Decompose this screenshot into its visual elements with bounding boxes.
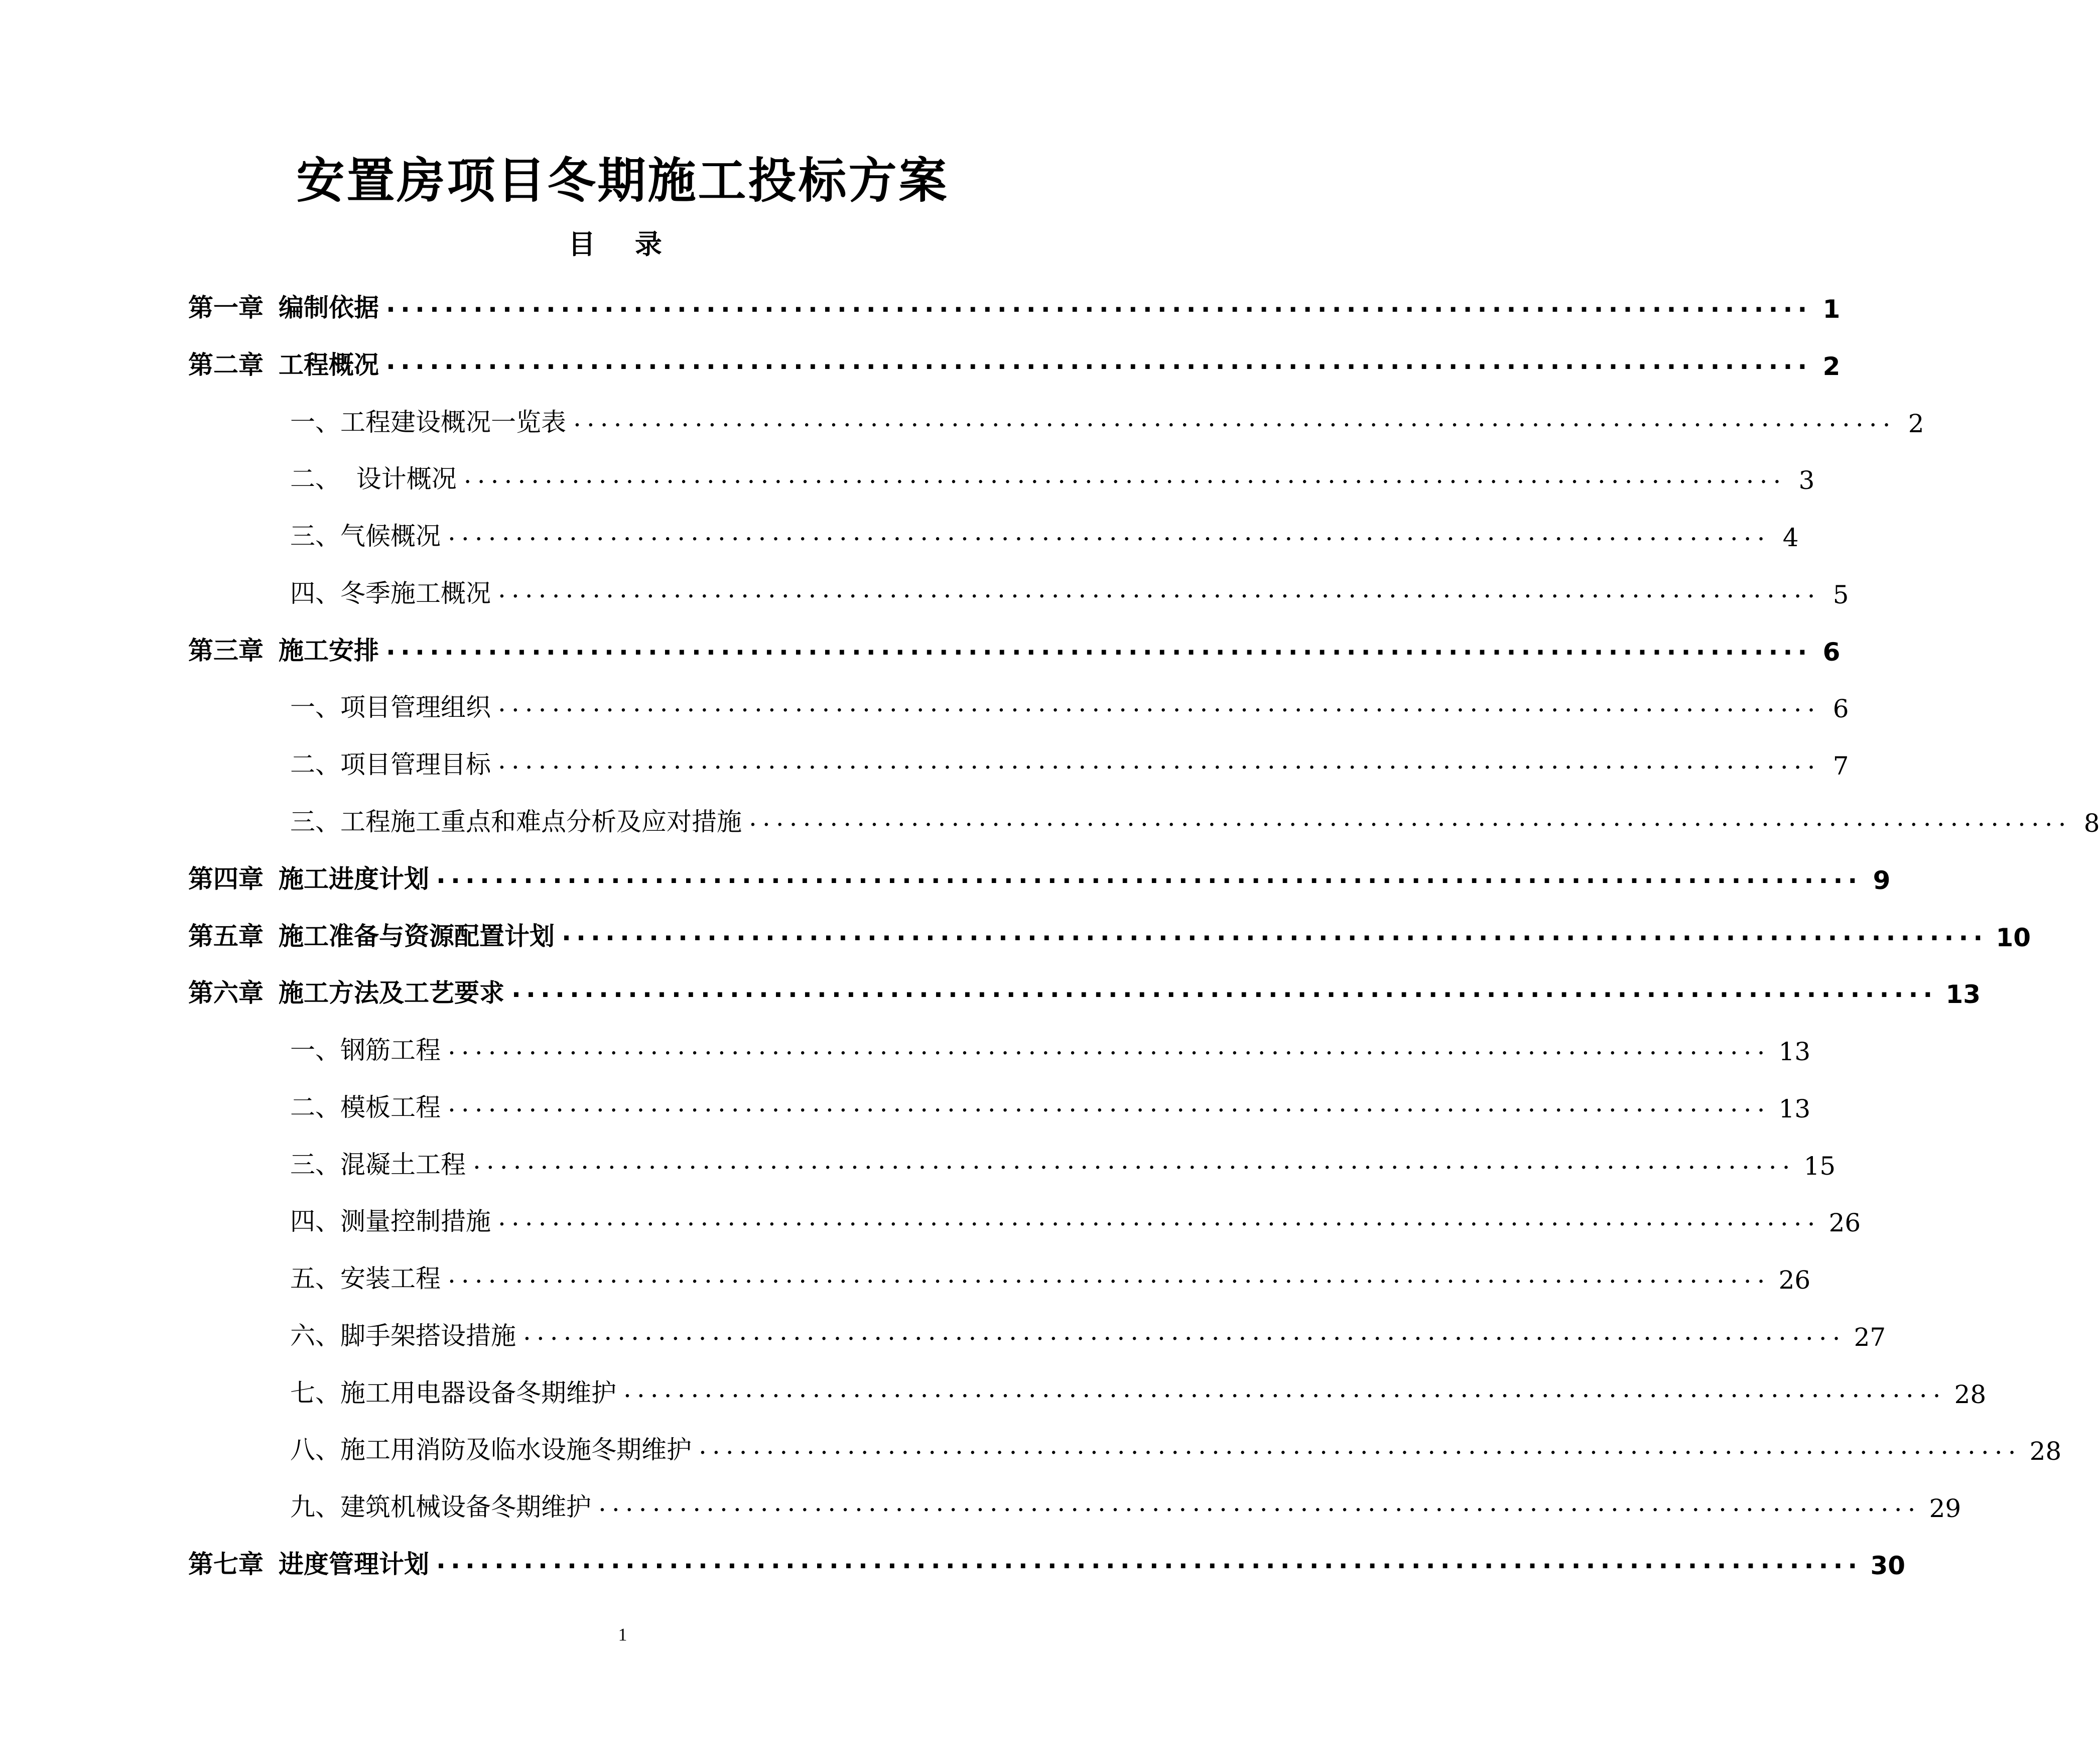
toc-entry-section[interactable] <box>188 1473 1961 1523</box>
toc-page-number: 29 <box>1929 1494 1961 1523</box>
toc-page-number: 26 <box>1828 1208 1861 1237</box>
toc-dot-leader: .................................................................................................. <box>562 917 1988 946</box>
toc-entry-section[interactable] <box>188 1359 1987 1409</box>
toc-entry-section[interactable] <box>188 788 2100 838</box>
toc-entry-section[interactable] <box>188 673 1849 723</box>
toc-entry-section[interactable] <box>188 1302 1886 1352</box>
toc-chapter-number: 第六章 <box>188 978 264 1008</box>
toc-entry-section[interactable] <box>188 1016 1811 1066</box>
toc-entry-section[interactable] <box>188 388 1924 438</box>
toc-page-number: 30 <box>1870 1551 1906 1580</box>
toc-entry-label: 三、气候概况 <box>290 522 441 551</box>
toc-entry-label: 五、安装工程 <box>290 1264 441 1293</box>
toc-entry-section[interactable] <box>188 445 1815 495</box>
toc-dot-leader: .................................................................................................. <box>386 632 1812 661</box>
toc-page-number: 13 <box>1778 1094 1811 1123</box>
toc-chapter-number: 第三章 <box>188 636 264 665</box>
toc-dot-leader: .................................................................................................. <box>448 517 1771 546</box>
toc-chapter-number: 第四章 <box>188 864 264 894</box>
toc-dot-leader: .................................................................................................. <box>498 1202 1821 1231</box>
toc-entry-label: 八、施工用消防及临水设施冬期维护 <box>290 1435 692 1464</box>
toc-entry-label: 四、冬季施工概况 <box>290 579 491 608</box>
toc-entry-section[interactable] <box>188 559 1849 609</box>
toc-chapter-number: 第七章 <box>188 1550 264 1579</box>
toc-entry-label: 编制依据 <box>279 293 379 322</box>
toc-entry-label: 四、测量控制措施 <box>290 1207 491 1236</box>
toc-entry-chapter[interactable] <box>188 845 1891 895</box>
toc-dot-leader: .................................................................................................. <box>699 1431 2022 1460</box>
toc-entry-label: 三、工程施工重点和难点分析及应对措施 <box>290 807 742 836</box>
toc-entry-chapter[interactable] <box>188 616 1841 667</box>
toc-entry-section[interactable] <box>188 1187 1861 1237</box>
toc-entry-label: 进度管理计划 <box>279 1550 429 1579</box>
toc-dot-leader: .................................................................................................. <box>386 346 1812 375</box>
toc-dot-leader: .................................................................................................. <box>749 803 2072 832</box>
toc-entry-label: 二、项目管理目标 <box>290 750 491 779</box>
toc-page-number: 13 <box>1778 1037 1811 1066</box>
toc-entry-label: 工程概况 <box>279 350 379 380</box>
toc-entry-chapter[interactable] <box>188 331 1841 381</box>
toc-dot-leader: .................................................................................................. <box>523 1317 1846 1346</box>
toc-page-number: 7 <box>1832 751 1849 781</box>
toc-dot-leader: .................................................................................................. <box>598 1488 1921 1517</box>
toc-entry-label: 六、脚手架搭设措施 <box>290 1321 516 1350</box>
toc-dot-leader: .................................................................................................. <box>573 403 1896 432</box>
toc-page-number: 28 <box>2029 1437 2062 1466</box>
toc-entry-label: 九、建筑机械设备冬期维护 <box>290 1492 591 1522</box>
toc-entry-label: 一、工程建设概况一览表 <box>290 408 566 437</box>
toc-entry-chapter[interactable] <box>188 274 1841 324</box>
toc-page-number: 15 <box>1803 1152 1836 1181</box>
toc-page-number: 28 <box>1954 1380 1987 1409</box>
toc-dot-leader: .................................................................................................. <box>498 574 1821 603</box>
toc-entry-section[interactable] <box>188 502 1799 552</box>
document-title: 安置房项目冬期施工投标方案 <box>296 153 949 209</box>
toc-entry-section[interactable] <box>188 1416 2062 1466</box>
toc-entry-label: 一、钢筋工程 <box>290 1036 441 1065</box>
toc-entry-label: 施工进度计划 <box>279 864 429 894</box>
toc-dot-leader: .................................................................................................. <box>448 1088 1771 1117</box>
toc-chapter-number: 第二章 <box>188 350 264 380</box>
toc-entry-label: 三、混凝土工程 <box>290 1150 466 1179</box>
toc-page-number: 5 <box>1832 580 1849 609</box>
toc-entry-chapter[interactable] <box>188 1530 1906 1580</box>
toc-dot-leader: .................................................................................................. <box>448 1260 1771 1289</box>
toc-dot-leader: .................................................................................................. <box>498 745 1821 775</box>
toc-entry-chapter[interactable] <box>188 959 1981 1009</box>
toc-page-number: 3 <box>1798 466 1815 495</box>
toc-dot-leader: .................................................................................................. <box>463 460 1787 489</box>
toc-entry-label: 施工安排 <box>279 636 379 665</box>
toc-page-number: 27 <box>1854 1323 1886 1352</box>
toc-entry-section[interactable] <box>188 730 1849 781</box>
toc-heading-text: 目 录 <box>568 228 677 260</box>
toc-entry-label: 七、施工用电器设备冬期维护 <box>290 1378 616 1408</box>
toc-dot-leader: .................................................................................................. <box>511 974 1938 1003</box>
toc-entry-label: 施工准备与资源配置计划 <box>279 922 555 951</box>
toc-page-number: 8 <box>2083 809 2100 838</box>
toc-entry-label: 一、项目管理组织 <box>290 693 491 722</box>
toc-dot-leader: .................................................................................................. <box>436 860 1863 889</box>
toc-entry-chapter[interactable] <box>188 902 2031 952</box>
toc-entry-section[interactable] <box>188 1073 1811 1123</box>
toc-dot-leader: .................................................................................................. <box>498 688 1821 717</box>
toc-chapter-number: 第一章 <box>188 293 264 322</box>
toc-chapter-number: 第五章 <box>188 922 264 951</box>
toc-entry-section[interactable] <box>188 1244 1811 1295</box>
toc-dot-leader: .................................................................................................. <box>448 1031 1771 1060</box>
toc-dot-leader: .................................................................................................. <box>386 289 1812 318</box>
toc-dot-leader: .................................................................................................. <box>473 1146 1796 1175</box>
toc-page-number: 2 <box>1908 409 1924 438</box>
toc-page-number: 6 <box>1832 694 1849 723</box>
table-of-contents <box>188 0 2100 1761</box>
toc-entry-section[interactable] <box>188 1130 1836 1181</box>
toc-page-number: 10 <box>1996 923 2031 952</box>
toc-entry-label: 二、模板工程 <box>290 1093 441 1122</box>
toc-dot-leader: .................................................................................................. <box>623 1374 1946 1403</box>
page-footer-number: 1 <box>618 1624 627 1645</box>
toc-dot-leader: .................................................................................................. <box>436 1545 1863 1574</box>
toc-page-number: 9 <box>1873 866 1891 895</box>
toc-page-number: 4 <box>1782 523 1799 552</box>
toc-page-number: 6 <box>1822 638 1841 667</box>
toc-page-number: 2 <box>1822 352 1841 381</box>
toc-page-number: 1 <box>1822 295 1841 324</box>
toc-entry-label: 施工方法及工艺要求 <box>279 978 504 1008</box>
toc-page-number: 13 <box>1945 980 1981 1009</box>
toc-page-number: 26 <box>1778 1266 1811 1295</box>
toc-entry-label: 二、 设计概况 <box>290 464 457 493</box>
